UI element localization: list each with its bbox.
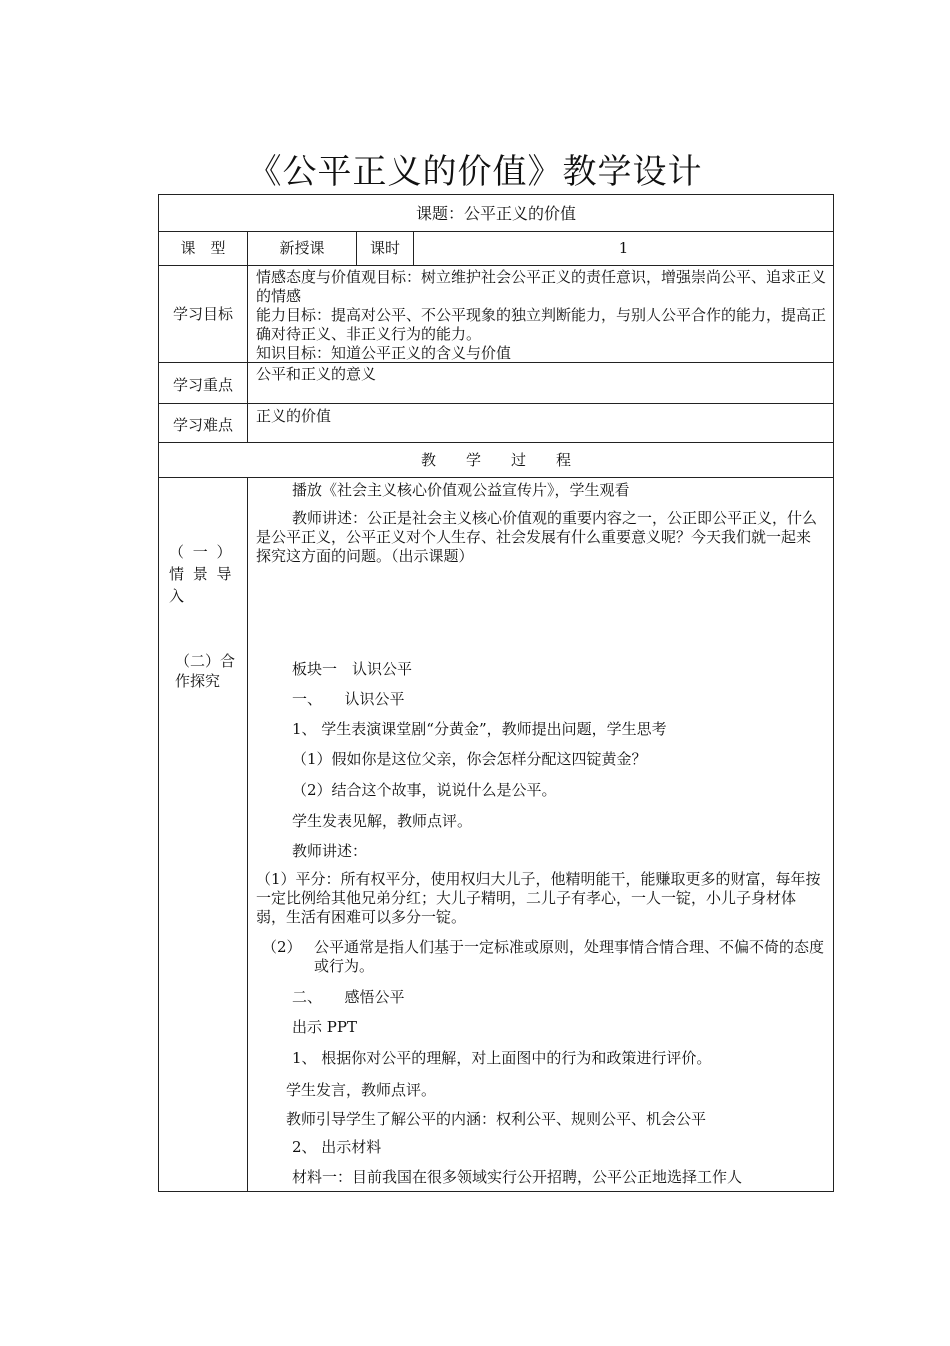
paragraph-fairness-meaning: 教师引导学生了解公平的内涵：权利公平、规则公平、机会公平 bbox=[286, 1110, 707, 1128]
question-2: （2）结合这个故事，说说什么是公平。 bbox=[292, 781, 557, 799]
difficulty-value: 正义的价值 bbox=[256, 407, 332, 425]
goal-knowledge: 知识目标：知道公平正义的含义与价值 bbox=[256, 344, 512, 362]
paragraph-evaluate: 1、 根据你对公平的理解，对上面图中的行为和政策进行评价。 bbox=[292, 1049, 712, 1067]
page-title: 《公平正义的价值》教学设计 bbox=[247, 152, 703, 192]
paragraph-ppt: 出示 PPT bbox=[292, 1018, 357, 1036]
lesson-plan-table bbox=[158, 194, 834, 1192]
question-1: （1）假如你是这位父亲，你会怎样分配这四锭黄金？ bbox=[292, 750, 647, 768]
paragraph-answer-1: （1）平分：所有权平分，使用权归大儿子，他精明能干，能赚取更多的财富，每年按一定比例给其他兄弟分红；大儿子精明，二儿子有孝心，一人一锭，小儿子身材体弱，生活有困难可以多分一锭。 bbox=[256, 870, 821, 926]
goals-row bbox=[159, 266, 833, 363]
paragraph-material: 2、 出示材料 bbox=[292, 1138, 382, 1156]
paragraph-teacher-label: 教师讲述： bbox=[292, 842, 368, 860]
goals-label: 学习目标 bbox=[159, 266, 248, 362]
period-value: 1 bbox=[618, 239, 629, 257]
focus-label: 学习重点 bbox=[159, 363, 248, 403]
focus-row bbox=[159, 363, 833, 404]
section-labels-column bbox=[159, 478, 248, 1191]
paragraph-teacher-intro: 教师讲述：公正是社会主义核心价值观的重要内容之一，公正即公平正义，什么是公平正义，公平正义对个人生存、社会发展有什么重要意义呢？今天我们就一起来探究这方面的问题。（出示课题） bbox=[256, 509, 818, 565]
block-one-heading: 板块一 认识公平 bbox=[292, 660, 413, 678]
paragraph-students: 学生发表见解，教师点评。 bbox=[292, 812, 473, 830]
topic-row bbox=[159, 195, 833, 232]
process-body bbox=[159, 478, 833, 1191]
paragraph-student-speak: 学生发言，教师点评。 bbox=[286, 1081, 437, 1099]
process-content bbox=[248, 478, 833, 1191]
goal-ability: 能力目标：提高对公平、不公平现象的独立判断能力，与别人公平合作的能力，提高正确对待正义、非正义行为的能力。 bbox=[256, 306, 827, 343]
difficulty-label: 学习难点 bbox=[159, 404, 248, 442]
topic-cell: 课题：公平正义的价值 bbox=[415, 203, 576, 223]
process-header-row bbox=[159, 443, 833, 478]
section1-label: （ 一 ）情 景 导入 bbox=[169, 543, 234, 605]
paragraph-video: 播放《社会主义核心价值观公益宣传片》，学生观看 bbox=[292, 481, 630, 499]
type-row bbox=[159, 232, 833, 266]
type-label: 课 型 bbox=[159, 232, 248, 265]
answer-2-text: 公平通常是指人们基于一定标准或原则，处理事情合情合理、不偏不倚的态度或行为。 bbox=[314, 938, 825, 975]
goal-attitude: 情感态度与价值观目标：树立维护社会公平正义的责任意识，增强崇尚公平、追求正义的情感 bbox=[256, 268, 827, 305]
paragraph-material-one: 材料一：目前我国在很多领域实行公开招聘，公平公正地选择工作人 bbox=[292, 1168, 743, 1186]
focus-value: 公平和正义的意义 bbox=[256, 365, 377, 383]
process-header: 教 学 过 程 bbox=[420, 450, 571, 469]
goals-content bbox=[248, 266, 833, 362]
type-value: 新授课 bbox=[248, 232, 357, 265]
section2-label: （二）合作探究 bbox=[175, 652, 236, 690]
period-label: 课时 bbox=[357, 232, 414, 265]
section-heading-1: 一、 认识公平 bbox=[292, 690, 405, 708]
paragraph-answer-2 bbox=[314, 938, 825, 976]
section-heading-2: 二、 感悟公平 bbox=[292, 988, 405, 1006]
paragraph-drama: 1、 学生表演课堂剧“分黄金”，教师提出问题，学生思考 bbox=[292, 720, 667, 738]
difficulty-row bbox=[159, 404, 833, 443]
answer-2-number: （2） bbox=[262, 938, 302, 956]
